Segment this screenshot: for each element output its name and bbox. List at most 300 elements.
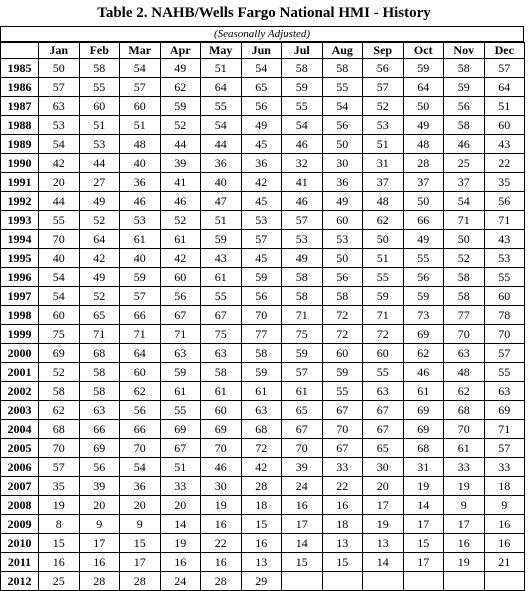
hmi-value-cell: 44 [79, 154, 120, 173]
hmi-value-cell: 58 [282, 59, 323, 78]
hmi-value-cell [403, 572, 444, 591]
hmi-value-cell: 28 [241, 477, 282, 496]
hmi-value-cell: 22 [322, 477, 363, 496]
hmi-value-cell: 42 [241, 458, 282, 477]
hmi-value-cell: 49 [403, 230, 444, 249]
year-label: 2003 [1, 401, 39, 420]
hmi-value-cell: 71 [484, 420, 525, 439]
hmi-value-cell: 53 [363, 116, 404, 135]
hmi-value-cell: 56 [79, 458, 120, 477]
hmi-value-cell: 60 [322, 344, 363, 363]
hmi-value-cell: 49 [79, 268, 120, 287]
hmi-value-cell: 60 [484, 116, 525, 135]
hmi-value-cell: 56 [241, 287, 282, 306]
hmi-value-cell: 59 [160, 363, 201, 382]
hmi-value-cell: 39 [79, 477, 120, 496]
hmi-value-cell: 70 [201, 439, 242, 458]
hmi-value-cell: 63 [484, 382, 525, 401]
hmi-value-cell: 59 [282, 78, 323, 97]
hmi-value-cell: 77 [241, 325, 282, 344]
hmi-value-cell: 52 [79, 287, 120, 306]
hmi-value-cell: 41 [160, 173, 201, 192]
hmi-value-cell: 16 [201, 515, 242, 534]
year-label: 1994 [1, 230, 39, 249]
hmi-value-cell [363, 572, 404, 591]
hmi-value-cell: 75 [39, 325, 80, 344]
hmi-value-cell: 48 [444, 363, 485, 382]
hmi-value-cell: 67 [282, 420, 323, 439]
hmi-value-cell: 16 [201, 553, 242, 572]
hmi-value-cell: 69 [403, 401, 444, 420]
hmi-value-cell: 45 [241, 192, 282, 211]
hmi-value-cell: 15 [282, 553, 323, 572]
hmi-value-cell: 36 [201, 154, 242, 173]
hmi-value-cell: 27 [79, 173, 120, 192]
table-row [1, 211, 525, 230]
hmi-value-cell: 8 [39, 515, 80, 534]
hmi-value-cell: 57 [39, 458, 80, 477]
hmi-value-cell: 37 [444, 173, 485, 192]
hmi-value-cell: 14 [363, 553, 404, 572]
hmi-value-cell: 20 [160, 496, 201, 515]
hmi-value-cell: 70 [322, 420, 363, 439]
hmi-value-cell: 57 [282, 211, 323, 230]
hmi-value-cell: 56 [444, 97, 485, 116]
hmi-value-cell: 77 [444, 306, 485, 325]
hmi-value-cell: 56 [484, 192, 525, 211]
hmi-value-cell: 44 [160, 135, 201, 154]
year-label: 2004 [1, 420, 39, 439]
hmi-value-cell: 63 [160, 344, 201, 363]
hmi-value-cell: 21 [484, 553, 525, 572]
hmi-value-cell: 30 [363, 458, 404, 477]
hmi-value-cell: 14 [282, 534, 323, 553]
year-label: 2011 [1, 553, 39, 572]
hmi-value-cell: 53 [79, 135, 120, 154]
hmi-value-cell: 44 [201, 135, 242, 154]
hmi-value-cell: 49 [322, 192, 363, 211]
hmi-value-cell: 64 [484, 78, 525, 97]
hmi-value-cell: 57 [241, 230, 282, 249]
hmi-value-cell: 54 [39, 287, 80, 306]
month-header-apr: Apr [160, 43, 201, 59]
hmi-value-cell: 62 [403, 344, 444, 363]
hmi-value-cell: 17 [444, 515, 485, 534]
hmi-value-cell: 69 [201, 420, 242, 439]
hmi-value-cell: 58 [241, 344, 282, 363]
table-row [1, 572, 525, 591]
hmi-value-cell: 9 [484, 496, 525, 515]
hmi-value-cell: 48 [363, 192, 404, 211]
hmi-value-cell: 55 [363, 363, 404, 382]
hmi-value-cell: 25 [444, 154, 485, 173]
table-row [1, 515, 525, 534]
hmi-value-cell: 46 [120, 192, 161, 211]
table-row [1, 135, 525, 154]
hmi-value-cell: 61 [120, 230, 161, 249]
hmi-value-cell: 46 [160, 192, 201, 211]
hmi-value-cell: 42 [79, 249, 120, 268]
hmi-value-cell: 56 [120, 401, 161, 420]
hmi-value-cell: 39 [282, 458, 323, 477]
hmi-value-cell: 37 [403, 173, 444, 192]
hmi-value-cell: 41 [282, 173, 323, 192]
hmi-value-cell: 17 [363, 496, 404, 515]
hmi-value-cell: 61 [241, 382, 282, 401]
hmi-value-cell: 59 [160, 97, 201, 116]
hmi-value-cell: 16 [79, 553, 120, 572]
hmi-value-cell: 73 [403, 306, 444, 325]
hmi-value-cell: 67 [322, 401, 363, 420]
hmi-value-cell: 69 [79, 439, 120, 458]
hmi-value-cell: 67 [160, 306, 201, 325]
hmi-value-cell: 39 [160, 154, 201, 173]
hmi-value-cell: 56 [241, 97, 282, 116]
hmi-value-cell: 20 [39, 173, 80, 192]
table-row [1, 439, 525, 458]
hmi-value-cell: 75 [201, 325, 242, 344]
year-label: 1997 [1, 287, 39, 306]
hmi-value-cell: 70 [39, 230, 80, 249]
hmi-value-cell: 20 [363, 477, 404, 496]
hmi-value-cell: 67 [322, 439, 363, 458]
table-row [1, 306, 525, 325]
hmi-value-cell: 25 [39, 572, 80, 591]
year-label: 2008 [1, 496, 39, 515]
hmi-value-cell: 16 [241, 534, 282, 553]
hmi-value-cell: 50 [403, 192, 444, 211]
hmi-value-cell: 17 [282, 515, 323, 534]
hmi-value-cell: 16 [39, 553, 80, 572]
table-row [1, 192, 525, 211]
hmi-value-cell: 71 [484, 211, 525, 230]
hmi-value-cell: 61 [282, 382, 323, 401]
hmi-value-cell: 59 [120, 268, 161, 287]
hmi-value-cell: 46 [444, 135, 485, 154]
table-row [1, 553, 525, 572]
hmi-value-cell: 48 [120, 135, 161, 154]
hmi-value-cell: 68 [39, 420, 80, 439]
hmi-value-cell: 68 [241, 420, 282, 439]
hmi-value-cell: 58 [444, 287, 485, 306]
hmi-value-cell: 19 [403, 477, 444, 496]
hmi-value-cell: 24 [282, 477, 323, 496]
month-header-dec: Dec [484, 43, 525, 59]
hmi-value-cell: 35 [39, 477, 80, 496]
hmi-value-cell: 62 [363, 211, 404, 230]
hmi-value-cell: 51 [363, 249, 404, 268]
hmi-value-cell: 17 [120, 553, 161, 572]
hmi-value-cell: 53 [484, 249, 525, 268]
year-label: 1996 [1, 268, 39, 287]
hmi-value-cell: 53 [241, 211, 282, 230]
hmi-value-cell: 55 [79, 78, 120, 97]
hmi-value-cell: 60 [484, 287, 525, 306]
hmi-value-cell: 54 [39, 268, 80, 287]
hmi-value-cell: 53 [322, 230, 363, 249]
year-label: 1987 [1, 97, 39, 116]
hmi-value-cell: 58 [282, 287, 323, 306]
hmi-value-cell: 55 [201, 287, 242, 306]
hmi-value-cell: 54 [241, 59, 282, 78]
hmi-value-cell: 65 [241, 78, 282, 97]
hmi-value-cell: 59 [201, 230, 242, 249]
hmi-value-cell: 65 [363, 439, 404, 458]
year-label: 1995 [1, 249, 39, 268]
hmi-value-cell: 71 [363, 306, 404, 325]
hmi-value-cell: 50 [363, 230, 404, 249]
hmi-value-cell: 18 [484, 477, 525, 496]
hmi-value-cell: 9 [444, 496, 485, 515]
hmi-value-cell: 51 [484, 97, 525, 116]
month-header-sep: Sep [363, 43, 404, 59]
hmi-value-cell: 70 [282, 439, 323, 458]
hmi-value-cell: 67 [363, 420, 404, 439]
hmi-value-cell: 16 [444, 534, 485, 553]
hmi-value-cell: 59 [403, 287, 444, 306]
hmi-value-cell: 57 [39, 78, 80, 97]
hmi-value-cell: 67 [201, 306, 242, 325]
table-subtitle: (Seasonally Adjusted) [0, 26, 524, 42]
hmi-value-cell: 9 [79, 515, 120, 534]
hmi-value-cell: 37 [363, 173, 404, 192]
hmi-value-cell: 60 [322, 211, 363, 230]
hmi-value-cell: 62 [120, 382, 161, 401]
hmi-value-cell: 55 [160, 401, 201, 420]
hmi-value-cell: 54 [282, 116, 323, 135]
hmi-value-cell: 15 [39, 534, 80, 553]
hmi-value-cell: 71 [444, 211, 485, 230]
hmi-value-cell: 54 [120, 59, 161, 78]
hmi-value-cell: 63 [39, 97, 80, 116]
hmi-value-cell: 47 [201, 192, 242, 211]
hmi-value-cell: 70 [241, 306, 282, 325]
year-label: 1993 [1, 211, 39, 230]
hmi-value-cell: 52 [160, 211, 201, 230]
hmi-value-cell: 55 [322, 78, 363, 97]
year-label: 1998 [1, 306, 39, 325]
hmi-value-cell: 60 [201, 401, 242, 420]
hmi-value-cell: 64 [201, 78, 242, 97]
hmi-value-cell: 72 [363, 325, 404, 344]
table-row [1, 401, 525, 420]
hmi-value-cell: 58 [444, 59, 485, 78]
table-row [1, 496, 525, 515]
hmi-history-table [0, 42, 525, 591]
hmi-value-cell: 66 [120, 420, 161, 439]
hmi-value-cell: 61 [160, 230, 201, 249]
hmi-value-cell: 13 [322, 534, 363, 553]
hmi-value-cell: 66 [403, 211, 444, 230]
month-header-mar: Mar [120, 43, 161, 59]
hmi-value-cell: 72 [322, 325, 363, 344]
hmi-value-cell: 58 [444, 268, 485, 287]
hmi-value-cell: 9 [120, 515, 161, 534]
hmi-value-cell: 57 [282, 363, 323, 382]
hmi-value-cell: 75 [282, 325, 323, 344]
hmi-value-cell: 15 [120, 534, 161, 553]
hmi-value-cell: 59 [322, 363, 363, 382]
table-row [1, 59, 525, 78]
table-row [1, 230, 525, 249]
corner-cell [1, 43, 39, 59]
hmi-value-cell: 58 [201, 363, 242, 382]
hmi-value-cell: 61 [403, 382, 444, 401]
hmi-value-cell: 49 [160, 59, 201, 78]
table-row [1, 477, 525, 496]
hmi-value-cell: 62 [39, 401, 80, 420]
hmi-value-cell: 60 [79, 97, 120, 116]
hmi-value-cell: 69 [39, 344, 80, 363]
hmi-value-cell: 72 [322, 306, 363, 325]
hmi-value-cell: 30 [201, 477, 242, 496]
hmi-value-cell: 69 [160, 420, 201, 439]
hmi-value-cell: 16 [282, 496, 323, 515]
hmi-value-cell: 50 [444, 230, 485, 249]
table-row [1, 382, 525, 401]
hmi-value-cell: 59 [444, 78, 485, 97]
hmi-value-cell: 55 [322, 382, 363, 401]
year-label: 2009 [1, 515, 39, 534]
hmi-value-cell: 19 [160, 534, 201, 553]
hmi-value-cell: 19 [39, 496, 80, 515]
hmi-value-cell: 31 [363, 154, 404, 173]
hmi-value-cell: 62 [444, 382, 485, 401]
month-header-jan: Jan [39, 43, 80, 59]
hmi-value-cell: 63 [444, 344, 485, 363]
hmi-value-cell: 19 [444, 477, 485, 496]
hmi-value-cell: 55 [39, 211, 80, 230]
hmi-value-cell: 53 [282, 230, 323, 249]
hmi-value-cell: 17 [403, 515, 444, 534]
month-header-may: May [201, 43, 242, 59]
hmi-value-cell: 36 [120, 477, 161, 496]
hmi-value-cell: 22 [484, 154, 525, 173]
hmi-value-cell: 56 [322, 116, 363, 135]
hmi-value-cell: 28 [120, 572, 161, 591]
hmi-value-cell: 63 [363, 382, 404, 401]
hmi-value-cell: 13 [363, 534, 404, 553]
year-label: 1990 [1, 154, 39, 173]
hmi-value-cell: 72 [241, 439, 282, 458]
hmi-value-cell: 71 [282, 306, 323, 325]
hmi-value-cell: 19 [363, 515, 404, 534]
hmi-value-cell: 58 [322, 287, 363, 306]
hmi-value-cell: 64 [120, 344, 161, 363]
hmi-value-cell: 69 [403, 325, 444, 344]
hmi-value-cell: 62 [160, 78, 201, 97]
hmi-value-cell: 13 [241, 553, 282, 572]
year-label: 1986 [1, 78, 39, 97]
hmi-value-cell: 60 [39, 306, 80, 325]
hmi-value-cell: 57 [120, 287, 161, 306]
hmi-value-cell: 65 [282, 401, 323, 420]
month-header-feb: Feb [79, 43, 120, 59]
hmi-value-cell: 68 [403, 439, 444, 458]
year-label: 1985 [1, 59, 39, 78]
hmi-value-cell: 61 [444, 439, 485, 458]
hmi-value-cell: 60 [120, 97, 161, 116]
hmi-value-cell: 33 [322, 458, 363, 477]
hmi-value-cell: 43 [484, 230, 525, 249]
month-header-nov: Nov [444, 43, 485, 59]
hmi-value-cell: 52 [160, 116, 201, 135]
table-row [1, 458, 525, 477]
hmi-value-cell: 59 [241, 268, 282, 287]
hmi-value-cell: 63 [201, 344, 242, 363]
hmi-value-cell: 40 [201, 173, 242, 192]
hmi-value-cell: 36 [120, 173, 161, 192]
hmi-value-cell [484, 572, 525, 591]
hmi-value-cell: 71 [120, 325, 161, 344]
hmi-value-cell: 14 [160, 515, 201, 534]
hmi-value-cell: 31 [403, 458, 444, 477]
hmi-value-cell: 55 [484, 268, 525, 287]
hmi-value-cell: 14 [403, 496, 444, 515]
year-label: 2006 [1, 458, 39, 477]
year-label: 2005 [1, 439, 39, 458]
hmi-value-cell: 22 [201, 534, 242, 553]
table-row [1, 78, 525, 97]
table-row [1, 363, 525, 382]
hmi-value-cell: 57 [484, 344, 525, 363]
hmi-value-cell [282, 572, 323, 591]
hmi-value-cell: 15 [322, 553, 363, 572]
hmi-value-cell: 51 [363, 135, 404, 154]
hmi-value-cell: 71 [79, 325, 120, 344]
hmi-value-cell: 19 [201, 496, 242, 515]
hmi-value-cell: 60 [120, 363, 161, 382]
hmi-value-cell: 49 [79, 192, 120, 211]
hmi-value-cell: 18 [241, 496, 282, 515]
year-label: 1988 [1, 116, 39, 135]
hmi-value-cell: 57 [484, 59, 525, 78]
hmi-value-cell: 19 [444, 553, 485, 572]
year-label: 1989 [1, 135, 39, 154]
hmi-value-cell: 60 [363, 344, 404, 363]
hmi-value-cell: 61 [201, 382, 242, 401]
hmi-value-cell: 58 [39, 382, 80, 401]
hmi-value-cell: 50 [403, 97, 444, 116]
hmi-value-cell: 66 [120, 306, 161, 325]
hmi-value-cell: 40 [120, 154, 161, 173]
hmi-value-cell: 71 [160, 325, 201, 344]
hmi-value-cell: 46 [201, 458, 242, 477]
hmi-value-cell: 36 [241, 154, 282, 173]
hmi-value-cell: 70 [120, 439, 161, 458]
hmi-value-cell: 68 [79, 344, 120, 363]
hmi-value-cell: 57 [120, 78, 161, 97]
hmi-value-cell: 55 [363, 268, 404, 287]
hmi-value-cell: 35 [484, 173, 525, 192]
hmi-value-cell: 54 [322, 97, 363, 116]
hmi-value-cell: 64 [79, 230, 120, 249]
hmi-value-cell: 45 [241, 135, 282, 154]
hmi-value-cell: 55 [484, 363, 525, 382]
table-row [1, 173, 525, 192]
hmi-value-cell: 50 [322, 249, 363, 268]
table-row [1, 420, 525, 439]
hmi-value-cell: 58 [79, 59, 120, 78]
hmi-value-cell: 36 [322, 173, 363, 192]
hmi-value-cell: 52 [444, 249, 485, 268]
table-title: Table 2. NAHB/Wells Fargo National HMI - History [97, 5, 431, 21]
hmi-value-cell: 48 [403, 135, 444, 154]
hmi-value-cell: 51 [120, 116, 161, 135]
hmi-value-cell: 18 [322, 515, 363, 534]
hmi-value-cell: 33 [444, 458, 485, 477]
hmi-value-cell: 42 [241, 173, 282, 192]
